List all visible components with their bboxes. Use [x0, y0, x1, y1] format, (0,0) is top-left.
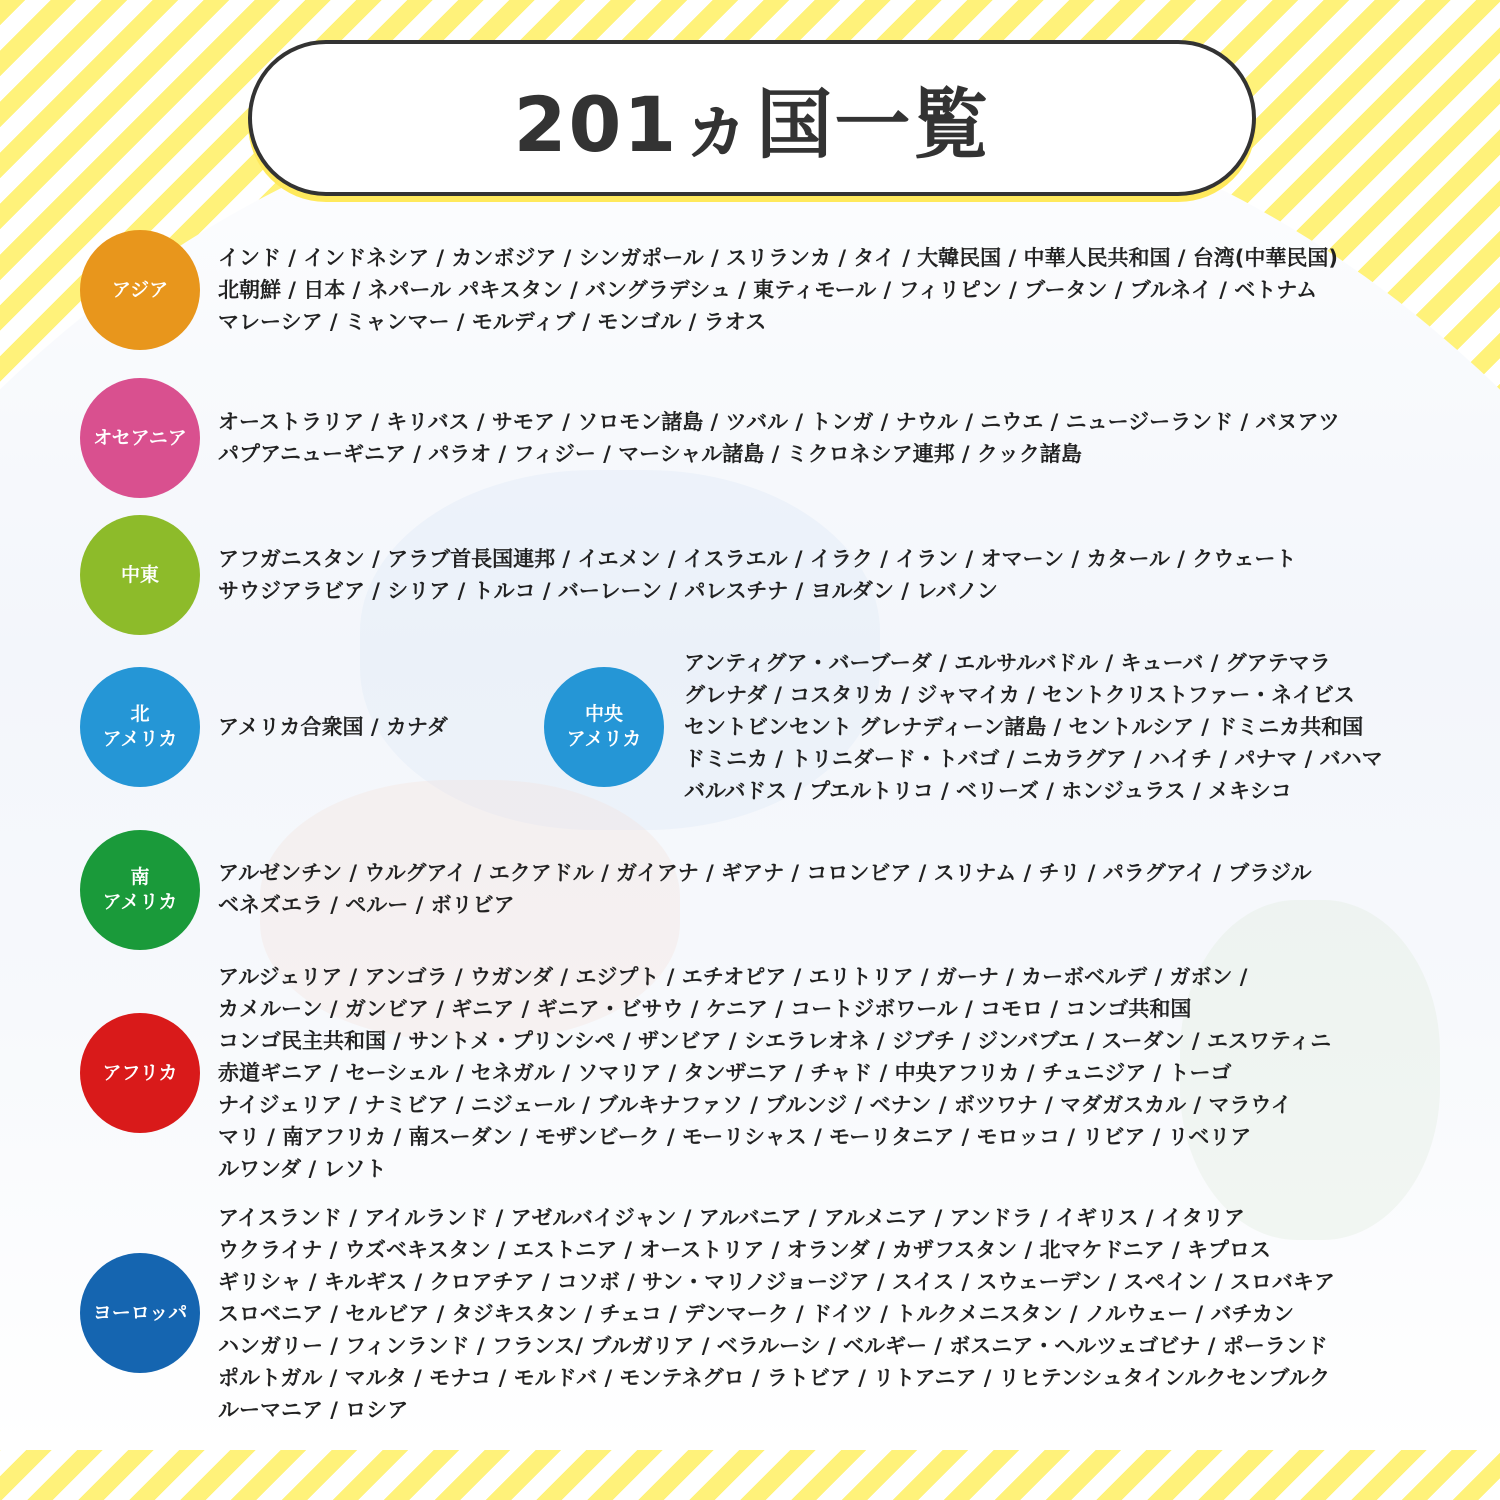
region-badge-middle-east: 中東 — [80, 515, 200, 635]
list-line: セントビンセント グレナディーン諸島 / セントルシア / ドミニカ共和国 — [684, 715, 1364, 739]
list-line: ポルトガル / マルタ / モナコ / モルドバ / モンテネグロ / ラトビア / リトアニア / リヒテンシュタインルクセンブルク — [218, 1366, 1331, 1390]
list-line: スロベニア / セルビア / タジキスタン / チェコ / デンマーク / ドイツ / トルクメニスタン / ノルウェー / バチカン — [218, 1302, 1295, 1326]
title-banner — [248, 40, 1256, 196]
list-line: カメルーン / ガンビア / ギニア / ギニア・ビサウ / ケニア / コートジボワール / コモロ / コンゴ共和国 — [218, 997, 1192, 1021]
list-line: オーストラリア / キリバス / サモア / ソロモン諸島 / ツバル / トンガ / ナウル / ニウエ / ニュージーランド / バヌアツ — [218, 410, 1340, 434]
country-list-north-america — [218, 711, 448, 743]
list-line: アルジェリア / アンゴラ / ウガンダ / エジプト / エチオピア / エリトリア / ガーナ / カーボベルデ / ガボン / — [218, 965, 1248, 989]
list-line: アイスランド / アイルランド / アゼルバイジャン / アルバニア / アルメニア / アンドラ / イギリス / イタリア — [218, 1206, 1245, 1230]
list-line: ルワンダ / レソト — [218, 1157, 387, 1181]
list-line: アルゼンチン / ウルグアイ / エクアドル / ガイアナ / ギアナ / コロンビア / スリナム / チリ / パラグアイ / ブラジル — [218, 861, 1312, 885]
list-line: マリ / 南アフリカ / 南スーダン / モザンビーク / モーリシャス / モーリタニア / モロッコ / リビア / リベリア — [218, 1125, 1252, 1149]
list-line: ウクライナ / ウズベキスタン / エストニア / オーストリア / オランダ / カザフスタン / 北マケドニア / キプロス — [218, 1238, 1271, 1262]
country-list-europe — [218, 1202, 1335, 1426]
list-line: アンティグア・バーブーダ / エルサルバドル / キューバ / グアテマラ — [684, 651, 1331, 675]
region-badge-africa: アフリカ — [80, 1013, 200, 1133]
list-line: アフガニスタン / アラブ首長国連邦 / イエメン / イスラエル / イラク / イラン / オマーン / カタール / クウェート — [218, 547, 1297, 571]
region-badge-asia: アジア — [80, 230, 200, 350]
region-badge-north-america: 北 アメリカ — [80, 667, 200, 787]
list-line: ナイジェリア / ナミビア / ニジェール / ブルキナファソ / ブルンジ / ベナン / ボツワナ / マダガスカル / マラウイ — [218, 1093, 1292, 1117]
list-line: グレナダ / コスタリカ / ジャマイカ / セントクリストファー・ネイビス — [684, 683, 1355, 707]
region-badge-central-america: 中央 アメリカ — [544, 667, 664, 787]
country-list-south-america — [218, 857, 1312, 921]
country-list-africa — [218, 961, 1331, 1185]
list-line: インド / インドネシア / カンボジア / シンガポール / スリランカ / タイ / 大韓民国 / 中華人民共和国 / 台湾(中華民国) — [218, 246, 1338, 270]
country-list-central-america — [684, 647, 1383, 807]
list-line: コンゴ民主共和国 / サントメ・プリンシペ / ザンビア / シエラレオネ / ジブチ / ジンバブエ / スーダン / エスワティニ — [218, 1029, 1332, 1053]
list-line: ドミニカ / トリニダード・トバゴ / ニカラグア / ハイチ / パナマ / バハマ — [684, 747, 1383, 771]
country-list-oceania — [218, 406, 1339, 470]
list-line: サウジアラビア / シリア / トルコ / バーレーン / パレスチナ / ヨルダン / レバノン — [218, 579, 998, 603]
region-badge-oceania: オセアニア — [80, 378, 200, 498]
bottom-stripe-border — [0, 1450, 1500, 1500]
list-line: ベネズエラ / ペルー / ボリビア — [218, 893, 515, 917]
list-line: ルーマニア / ロシア — [218, 1398, 409, 1422]
list-line: ギリシャ / キルギス / クロアチア / コソボ / サン・マリノジョージア / スイス / スウェーデン / スペイン / スロバキア — [218, 1270, 1335, 1294]
region-badge-south-america: 南 アメリカ — [80, 830, 200, 950]
region-badge-europe: ヨーロッパ — [80, 1253, 200, 1373]
country-list-asia — [218, 242, 1338, 338]
list-line: アメリカ合衆国 / カナダ — [218, 715, 448, 739]
list-line: バルバドス / プエルトリコ / ベリーズ / ホンジュラス / メキシコ — [684, 779, 1292, 803]
country-list-middle-east — [218, 543, 1296, 607]
list-line: マレーシア / ミャンマー / モルディブ / モンゴル / ラオス — [218, 310, 767, 334]
list-line: 北朝鮮 / 日本 / ネパール パキスタン / バングラデシュ / 東ティモール / フィリピン / ブータン / ブルネイ / ベトナム — [218, 278, 1318, 302]
list-line: パプアニューギニア / パラオ / フィジー / マーシャル諸島 / ミクロネシア連邦 / クック諸島 — [218, 442, 1082, 466]
page-title: 201ヵ国一覧 — [513, 79, 991, 169]
list-line: ハンガリー / フィンランド / フランス/ ブルガリア / ベラルーシ / ベルギー / ボスニア・ヘルツェゴビナ / ポーランド — [218, 1334, 1328, 1358]
list-line: 赤道ギニア / セーシェル / セネガル / ソマリア / タンザニア / チャド / 中央アフリカ / チュニジア / トーゴ — [218, 1061, 1232, 1085]
